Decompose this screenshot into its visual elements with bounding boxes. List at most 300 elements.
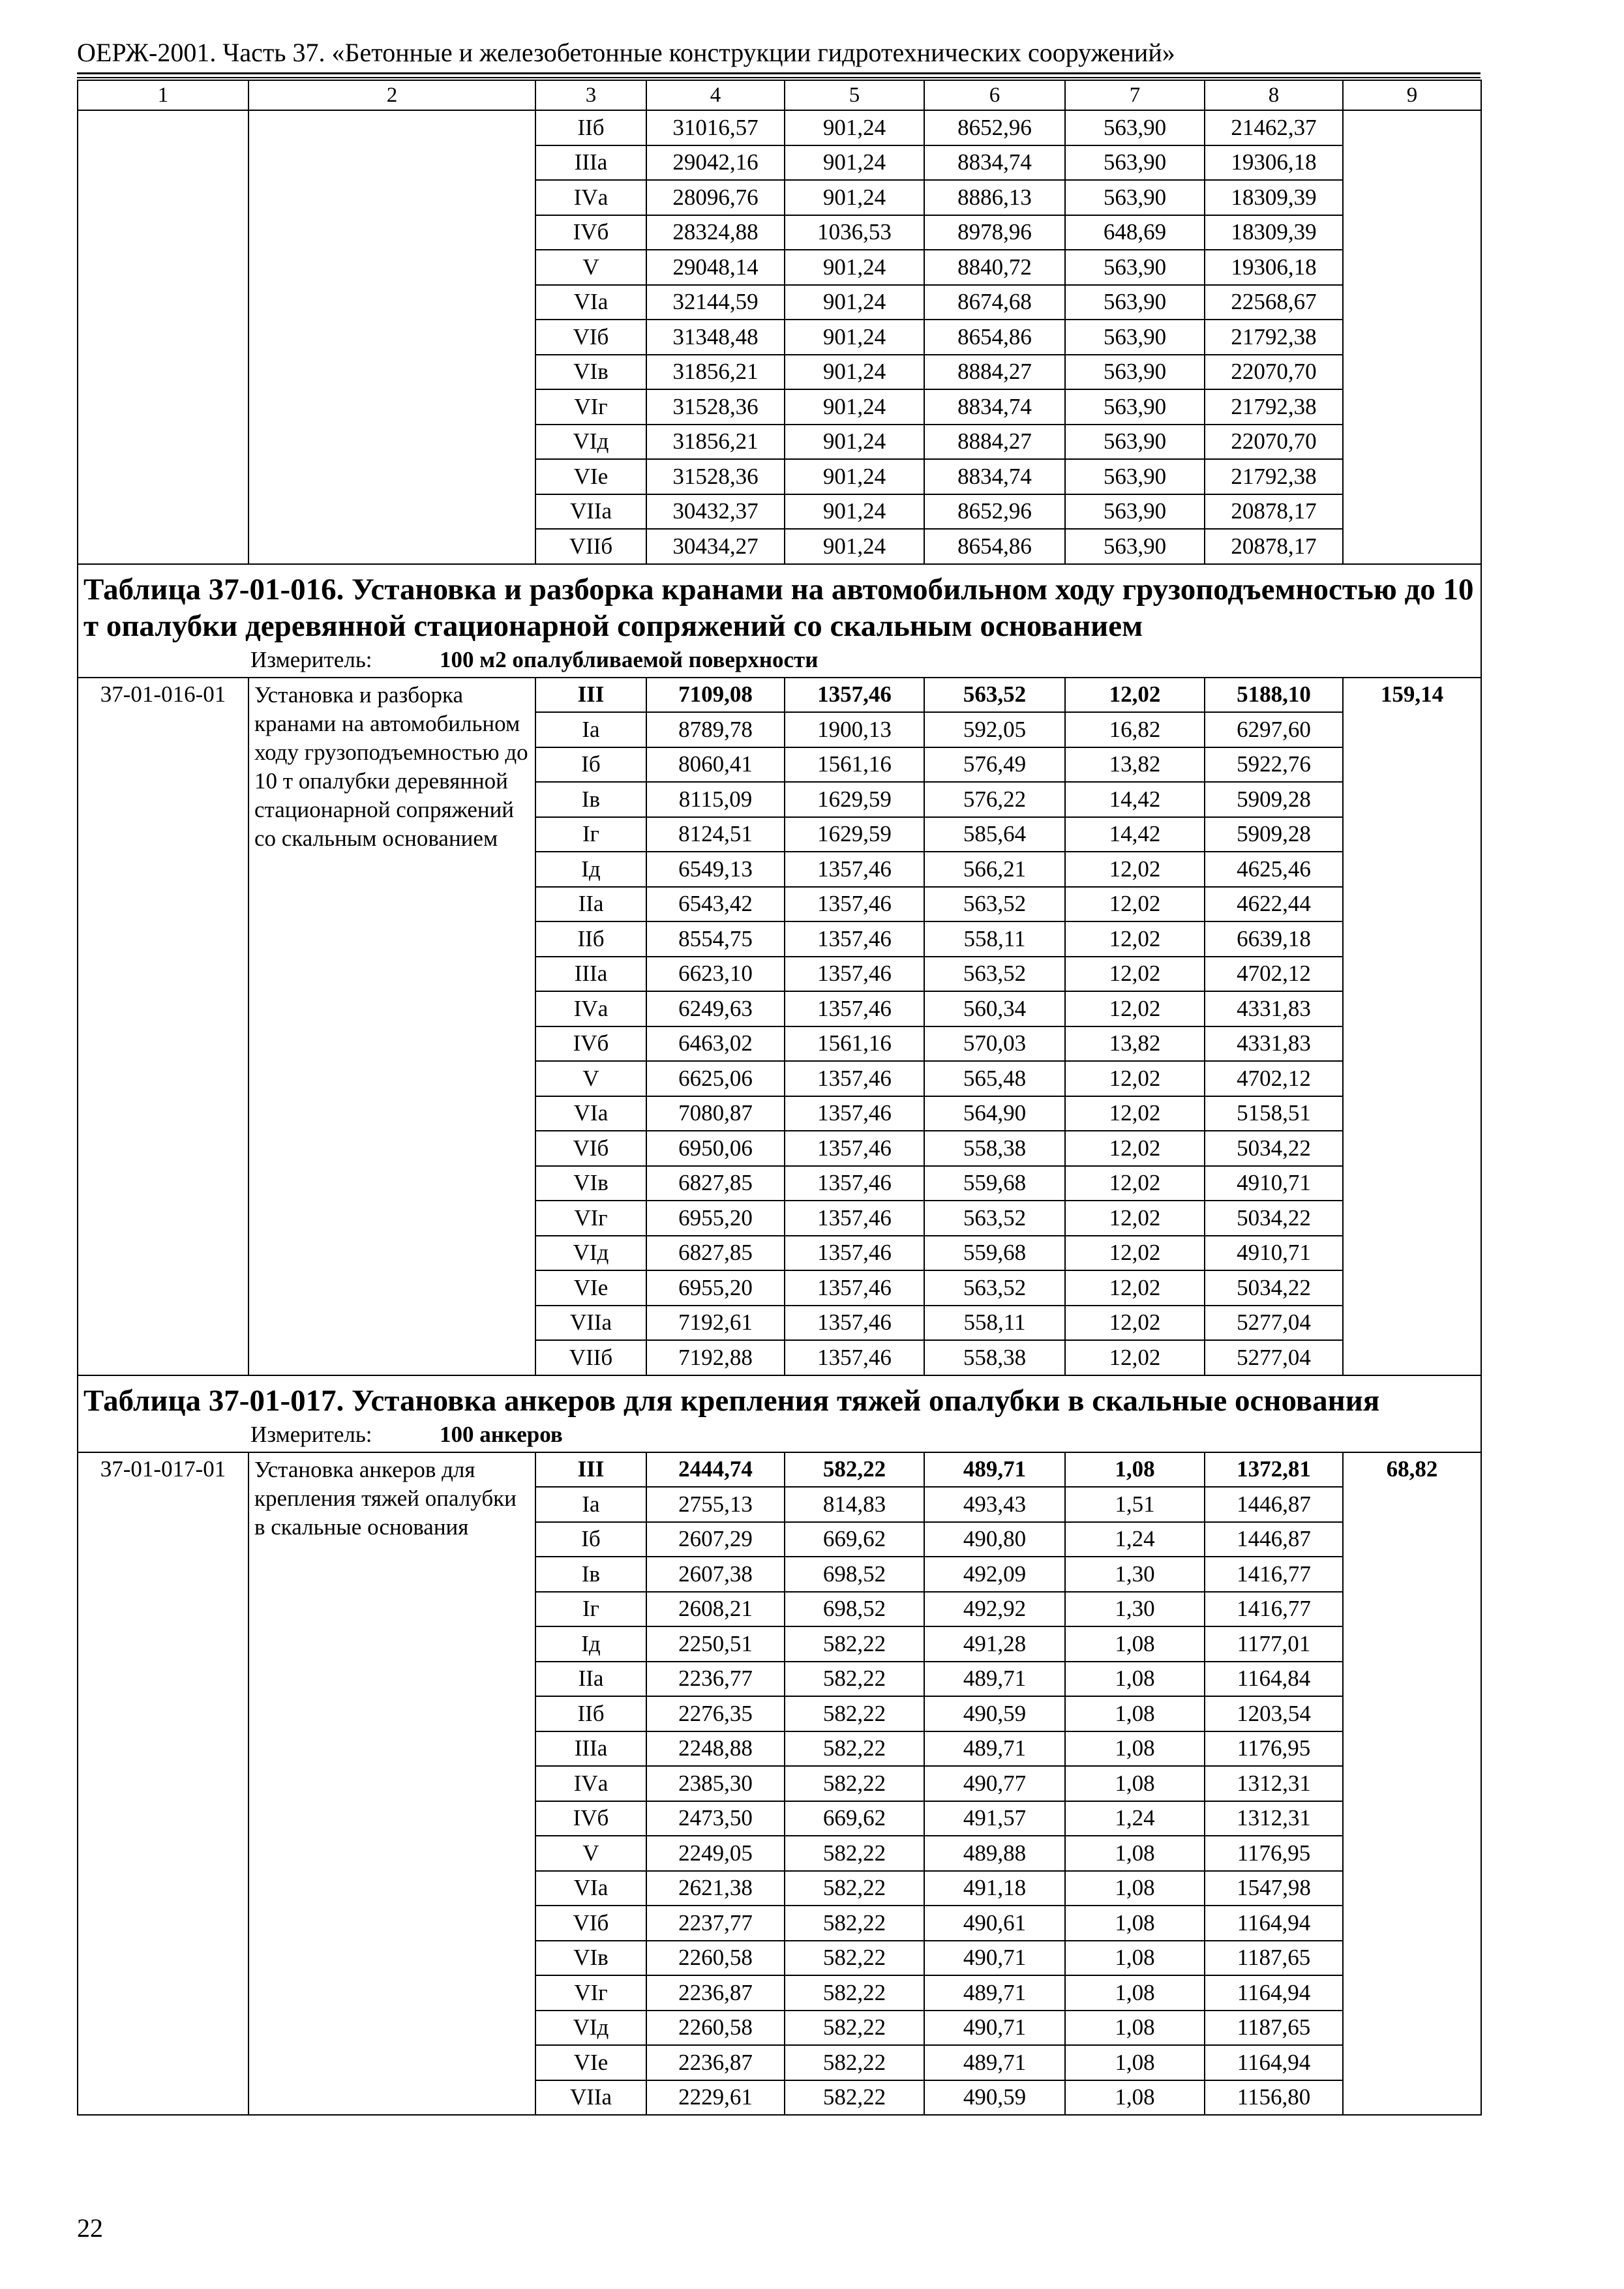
machinist-wages-cell: 14,42 xyxy=(1065,782,1205,817)
materials-cell: 5909,28 xyxy=(1205,817,1343,852)
column-number: 2 xyxy=(248,80,535,110)
machinist-wages-cell: 12,02 xyxy=(1065,1166,1205,1201)
machinist-wages-cell: 563,90 xyxy=(1065,389,1205,425)
machinist-wages-cell: 1,08 xyxy=(1065,1836,1205,1871)
table-title: Таблица 37-01-017. Установка анкеров для крепления тяжей опалубки в скальные основания xyxy=(83,1383,1380,1418)
machine-cost-cell: 8884,27 xyxy=(924,425,1065,460)
measure-label: Измеритель: xyxy=(250,1421,372,1447)
zone-cell: IIIа xyxy=(535,957,646,992)
column-number: 5 xyxy=(785,80,924,110)
machinist-wages-cell: 12,02 xyxy=(1065,1270,1205,1306)
machinist-wages-cell: 12,02 xyxy=(1065,678,1205,713)
section-title-cell xyxy=(78,1375,1481,1452)
zone-cell: IIIа xyxy=(535,145,646,181)
wages-cell: 901,24 xyxy=(785,494,924,530)
direct-cost-cell: 8554,75 xyxy=(646,921,785,957)
machinist-wages-cell: 1,08 xyxy=(1065,1766,1205,1801)
machine-cost-cell: 576,49 xyxy=(924,747,1065,783)
wages-cell: 582,22 xyxy=(785,1696,924,1731)
zone-cell: IVб xyxy=(535,1026,646,1062)
wages-cell: 1357,46 xyxy=(785,957,924,992)
direct-cost-cell: 31856,21 xyxy=(646,425,785,460)
wages-cell: 582,22 xyxy=(785,2045,924,2080)
materials-cell: 20878,17 xyxy=(1205,494,1343,530)
zone-cell: IVа xyxy=(535,180,646,215)
wages-cell: 698,52 xyxy=(785,1592,924,1627)
machinist-wages-cell: 1,08 xyxy=(1065,2045,1205,2080)
machine-cost-cell: 8654,86 xyxy=(924,529,1065,564)
materials-cell: 1187,65 xyxy=(1205,2011,1343,2046)
machine-cost-cell: 558,38 xyxy=(924,1340,1065,1375)
wages-cell: 901,24 xyxy=(785,145,924,181)
measure-line xyxy=(83,647,1475,673)
direct-cost-cell: 2236,87 xyxy=(646,2045,785,2080)
machine-cost-cell: 489,71 xyxy=(924,1975,1065,2011)
wages-cell: 582,22 xyxy=(785,1731,924,1767)
machine-cost-cell: 490,77 xyxy=(924,1766,1065,1801)
wages-cell: 1357,46 xyxy=(785,1166,924,1201)
direct-cost-cell: 6463,02 xyxy=(646,1026,785,1062)
machine-cost-cell: 489,71 xyxy=(924,1452,1065,1488)
machine-cost-cell: 563,52 xyxy=(924,1201,1065,1236)
zone-cell: V xyxy=(535,1061,646,1096)
zone-cell: VIIа xyxy=(535,494,646,530)
wages-cell: 1357,46 xyxy=(785,1201,924,1236)
machinist-wages-cell: 1,08 xyxy=(1065,2011,1205,2046)
zone-cell: Iб xyxy=(535,747,646,783)
direct-cost-cell: 28324,88 xyxy=(646,215,785,250)
code-cell: 37-01-017-01 xyxy=(78,1452,248,2116)
description-cell xyxy=(248,110,535,564)
measure-value: 100 м2 опалубливаемой поверхности xyxy=(440,646,819,672)
machine-cost-cell: 489,71 xyxy=(924,2045,1065,2080)
zone-cell: VIг xyxy=(535,1201,646,1236)
machine-cost-cell: 8840,72 xyxy=(924,250,1065,285)
machinist-wages-cell: 1,08 xyxy=(1065,1662,1205,1697)
wages-cell: 1036,53 xyxy=(785,215,924,250)
machine-cost-cell: 558,11 xyxy=(924,1306,1065,1341)
materials-cell: 21792,38 xyxy=(1205,389,1343,425)
materials-cell: 1312,31 xyxy=(1205,1766,1343,1801)
materials-cell: 1156,80 xyxy=(1205,2080,1343,2116)
materials-cell: 5034,22 xyxy=(1205,1201,1343,1236)
direct-cost-cell: 7192,88 xyxy=(646,1340,785,1375)
materials-cell: 21792,38 xyxy=(1205,320,1343,355)
materials-cell: 22568,67 xyxy=(1205,285,1343,320)
wages-cell: 901,24 xyxy=(785,389,924,425)
materials-cell: 21462,37 xyxy=(1205,110,1343,145)
materials-cell: 5909,28 xyxy=(1205,782,1343,817)
materials-cell: 1176,95 xyxy=(1205,1836,1343,1871)
column-number: 1 xyxy=(78,80,248,110)
direct-cost-cell: 8124,51 xyxy=(646,817,785,852)
materials-cell: 1312,31 xyxy=(1205,1801,1343,1836)
wages-cell: 1357,46 xyxy=(785,1096,924,1131)
direct-cost-cell: 6549,13 xyxy=(646,852,785,887)
direct-cost-cell: 7080,87 xyxy=(646,1096,785,1131)
materials-cell: 1547,98 xyxy=(1205,1871,1343,1906)
labor-cell xyxy=(1343,110,1481,564)
zone-cell: VIб xyxy=(535,1131,646,1166)
materials-cell: 4910,71 xyxy=(1205,1166,1343,1201)
direct-cost-cell: 31528,36 xyxy=(646,459,785,494)
machine-cost-cell: 492,09 xyxy=(924,1557,1065,1592)
machinist-wages-cell: 1,24 xyxy=(1065,1801,1205,1836)
table-row xyxy=(78,678,1481,713)
machine-cost-cell: 559,68 xyxy=(924,1236,1065,1271)
zone-cell: VIе xyxy=(535,1270,646,1306)
zone-cell: VIIб xyxy=(535,529,646,564)
direct-cost-cell: 2276,35 xyxy=(646,1696,785,1731)
page-header: ОЕРЖ-2001. Часть 37. «Бетонные и железобетонные конструкции гидротехнических сооружений» xyxy=(77,38,1175,67)
wages-cell: 1357,46 xyxy=(785,887,924,922)
materials-cell: 5034,22 xyxy=(1205,1270,1343,1306)
direct-cost-cell: 2608,21 xyxy=(646,1592,785,1627)
wages-cell: 582,22 xyxy=(785,2011,924,2046)
machine-cost-cell: 492,92 xyxy=(924,1592,1065,1627)
wages-cell: 1357,46 xyxy=(785,1236,924,1271)
machinist-wages-cell: 16,82 xyxy=(1065,712,1205,747)
header-rule-secondary xyxy=(77,77,1481,78)
materials-cell: 5922,76 xyxy=(1205,747,1343,783)
materials-cell: 1416,77 xyxy=(1205,1557,1343,1592)
machinist-wages-cell: 563,90 xyxy=(1065,355,1205,390)
machine-cost-cell: 8652,96 xyxy=(924,494,1065,530)
zone-cell: IVа xyxy=(535,991,646,1026)
wages-cell: 1629,59 xyxy=(785,817,924,852)
machine-cost-cell: 565,48 xyxy=(924,1061,1065,1096)
materials-cell: 1416,77 xyxy=(1205,1592,1343,1627)
materials-cell: 18309,39 xyxy=(1205,215,1343,250)
section-title-cell xyxy=(78,564,1481,678)
materials-cell: 1164,94 xyxy=(1205,2045,1343,2080)
column-number: 6 xyxy=(924,80,1065,110)
direct-cost-cell: 2755,13 xyxy=(646,1487,785,1522)
machinist-wages-cell: 1,08 xyxy=(1065,1696,1205,1731)
wages-cell: 582,22 xyxy=(785,1766,924,1801)
wages-cell: 1357,46 xyxy=(785,1131,924,1166)
machinist-wages-cell: 1,08 xyxy=(1065,1871,1205,1906)
zone-cell: IIа xyxy=(535,1662,646,1697)
materials-cell: 5277,04 xyxy=(1205,1340,1343,1375)
direct-cost-cell: 30434,27 xyxy=(646,529,785,564)
zone-cell: VIIб xyxy=(535,1340,646,1375)
materials-cell: 4910,71 xyxy=(1205,1236,1343,1271)
machinist-wages-cell: 13,82 xyxy=(1065,747,1205,783)
machinist-wages-cell: 12,02 xyxy=(1065,957,1205,992)
materials-cell: 1187,65 xyxy=(1205,1941,1343,1976)
materials-cell: 20878,17 xyxy=(1205,529,1343,564)
wages-cell: 1357,46 xyxy=(785,678,924,713)
section-title-row xyxy=(78,564,1481,678)
machine-cost-cell: 489,88 xyxy=(924,1836,1065,1871)
zone-cell: VIв xyxy=(535,1166,646,1201)
zone-cell: VIв xyxy=(535,1941,646,1976)
zone-cell: IIб xyxy=(535,1696,646,1731)
header-rule xyxy=(77,72,1481,74)
zone-cell: VIв xyxy=(535,355,646,390)
machine-cost-cell: 570,03 xyxy=(924,1026,1065,1062)
measure-line xyxy=(83,1422,1475,1448)
direct-cost-cell: 32144,59 xyxy=(646,285,785,320)
wages-cell: 582,22 xyxy=(785,1941,924,1976)
machine-cost-cell: 490,71 xyxy=(924,1941,1065,1976)
zone-cell: VIг xyxy=(535,389,646,425)
materials-cell: 5277,04 xyxy=(1205,1306,1343,1341)
direct-cost-cell: 31348,48 xyxy=(646,320,785,355)
direct-cost-cell: 2237,77 xyxy=(646,1906,785,1941)
machine-cost-cell: 490,80 xyxy=(924,1522,1065,1557)
materials-cell: 5158,51 xyxy=(1205,1096,1343,1131)
zone-cell: Iб xyxy=(535,1522,646,1557)
machinist-wages-cell: 563,90 xyxy=(1065,459,1205,494)
machinist-wages-cell: 1,24 xyxy=(1065,1522,1205,1557)
direct-cost-cell: 29048,14 xyxy=(646,250,785,285)
wages-cell: 1357,46 xyxy=(785,1340,924,1375)
machine-cost-cell: 563,52 xyxy=(924,887,1065,922)
machinist-wages-cell: 648,69 xyxy=(1065,215,1205,250)
machinist-wages-cell: 1,08 xyxy=(1065,1452,1205,1488)
direct-cost-cell: 2260,58 xyxy=(646,2011,785,2046)
zone-cell: VIIа xyxy=(535,1306,646,1341)
direct-cost-cell: 2260,58 xyxy=(646,1941,785,1976)
machinist-wages-cell: 1,08 xyxy=(1065,2080,1205,2116)
zone-cell: IVб xyxy=(535,1801,646,1836)
machinist-wages-cell: 563,90 xyxy=(1065,145,1205,181)
wages-cell: 1357,46 xyxy=(785,852,924,887)
zone-cell: VIе xyxy=(535,459,646,494)
rates-table xyxy=(77,80,1482,2116)
wages-cell: 1561,16 xyxy=(785,747,924,783)
description-cell: Установка анкеров для крепления тяжей опалубки в скальные основания xyxy=(248,1452,535,2116)
machine-cost-cell: 563,52 xyxy=(924,1270,1065,1306)
machine-cost-cell: 585,64 xyxy=(924,817,1065,852)
machine-cost-cell: 558,11 xyxy=(924,921,1065,957)
machinist-wages-cell: 12,02 xyxy=(1065,852,1205,887)
wages-cell: 582,22 xyxy=(785,1871,924,1906)
machinist-wages-cell: 563,90 xyxy=(1065,494,1205,530)
column-number: 3 xyxy=(535,80,646,110)
machinist-wages-cell: 12,02 xyxy=(1065,1340,1205,1375)
section-title-row xyxy=(78,1375,1481,1452)
zone-cell: IVа xyxy=(535,1766,646,1801)
materials-cell: 1203,54 xyxy=(1205,1696,1343,1731)
materials-cell: 19306,18 xyxy=(1205,250,1343,285)
machinist-wages-cell: 1,08 xyxy=(1065,1975,1205,2011)
wages-cell: 582,22 xyxy=(785,1626,924,1662)
materials-cell: 4702,12 xyxy=(1205,1061,1343,1096)
materials-cell: 1164,84 xyxy=(1205,1662,1343,1697)
direct-cost-cell: 8789,78 xyxy=(646,712,785,747)
column-number-row xyxy=(78,80,1481,110)
direct-cost-cell: 7192,61 xyxy=(646,1306,785,1341)
machine-cost-cell: 559,68 xyxy=(924,1166,1065,1201)
wages-cell: 582,22 xyxy=(785,1836,924,1871)
table-title: Таблица 37-01-016. Установка и разборка кранами на автомобильном ходу грузоподъемностью до 10 т опалубки деревянной стационарной сопряжений со скальным основанием xyxy=(83,572,1474,643)
wages-cell: 582,22 xyxy=(785,1662,924,1697)
column-number: 8 xyxy=(1205,80,1343,110)
zone-cell: VIб xyxy=(535,320,646,355)
direct-cost-cell: 2236,87 xyxy=(646,1975,785,2011)
machine-cost-cell: 576,22 xyxy=(924,782,1065,817)
machinist-wages-cell: 563,90 xyxy=(1065,320,1205,355)
wages-cell: 582,22 xyxy=(785,1975,924,2011)
wages-cell: 901,24 xyxy=(785,180,924,215)
materials-cell: 22070,70 xyxy=(1205,355,1343,390)
column-number: 4 xyxy=(646,80,785,110)
code-cell: 37-01-016-01 xyxy=(78,678,248,1375)
wages-cell: 901,24 xyxy=(785,529,924,564)
machine-cost-cell: 8834,74 xyxy=(924,459,1065,494)
materials-cell: 5034,22 xyxy=(1205,1131,1343,1166)
materials-cell: 4622,44 xyxy=(1205,887,1343,922)
zone-cell: IIб xyxy=(535,921,646,957)
wages-cell: 901,24 xyxy=(785,285,924,320)
machinist-wages-cell: 1,08 xyxy=(1065,1941,1205,1976)
materials-cell: 19306,18 xyxy=(1205,145,1343,181)
machine-cost-cell: 564,90 xyxy=(924,1096,1065,1131)
table-row xyxy=(78,1452,1481,1488)
zone-cell: IIIа xyxy=(535,1731,646,1767)
zone-cell: VIа xyxy=(535,1871,646,1906)
machinist-wages-cell: 1,08 xyxy=(1065,1906,1205,1941)
page-number: 22 xyxy=(77,2213,103,2243)
wages-cell: 582,22 xyxy=(785,1452,924,1488)
direct-cost-cell: 2236,77 xyxy=(646,1662,785,1697)
machine-cost-cell: 563,52 xyxy=(924,678,1065,713)
zone-cell: V xyxy=(535,1836,646,1871)
zone-cell: IVб xyxy=(535,215,646,250)
description-cell: Установка и разборка кранами на автомобильном ходу грузоподъемностью до 10 т опалубки деревянной стационарной сопряжений со скальным основанием xyxy=(248,678,535,1375)
wages-cell: 669,62 xyxy=(785,1522,924,1557)
zone-cell: VIб xyxy=(535,1906,646,1941)
direct-cost-cell: 31016,57 xyxy=(646,110,785,145)
wages-cell: 901,24 xyxy=(785,250,924,285)
code-cell xyxy=(78,110,248,564)
materials-cell: 6639,18 xyxy=(1205,921,1343,957)
column-number: 9 xyxy=(1343,80,1481,110)
direct-cost-cell: 29042,16 xyxy=(646,145,785,181)
materials-cell: 22070,70 xyxy=(1205,425,1343,460)
wages-cell: 1357,46 xyxy=(785,1061,924,1096)
materials-cell: 4625,46 xyxy=(1205,852,1343,887)
machinist-wages-cell: 1,30 xyxy=(1065,1557,1205,1592)
direct-cost-cell: 6625,06 xyxy=(646,1061,785,1096)
materials-cell: 1372,81 xyxy=(1205,1452,1343,1488)
direct-cost-cell: 2621,38 xyxy=(646,1871,785,1906)
column-number: 7 xyxy=(1065,80,1205,110)
direct-cost-cell: 6955,20 xyxy=(646,1201,785,1236)
labor-cell: 68,82 xyxy=(1343,1452,1481,2116)
machinist-wages-cell: 563,90 xyxy=(1065,250,1205,285)
direct-cost-cell: 8115,09 xyxy=(646,782,785,817)
machinist-wages-cell: 12,02 xyxy=(1065,1306,1205,1341)
labor-cell: 159,14 xyxy=(1343,678,1481,1375)
direct-cost-cell: 6955,20 xyxy=(646,1270,785,1306)
zone-cell: VIIа xyxy=(535,2080,646,2116)
direct-cost-cell: 2229,61 xyxy=(646,2080,785,2116)
machinist-wages-cell: 563,90 xyxy=(1065,180,1205,215)
machinist-wages-cell: 14,42 xyxy=(1065,817,1205,852)
zone-cell: VIг xyxy=(535,1975,646,2011)
machine-cost-cell: 8654,86 xyxy=(924,320,1065,355)
materials-cell: 1177,01 xyxy=(1205,1626,1343,1662)
machine-cost-cell: 490,61 xyxy=(924,1906,1065,1941)
materials-cell: 1176,95 xyxy=(1205,1731,1343,1767)
zone-cell: Iд xyxy=(535,1626,646,1662)
direct-cost-cell: 6950,06 xyxy=(646,1131,785,1166)
zone-cell: V xyxy=(535,250,646,285)
materials-cell: 4331,83 xyxy=(1205,1026,1343,1062)
machine-cost-cell: 8978,96 xyxy=(924,215,1065,250)
machinist-wages-cell: 563,90 xyxy=(1065,529,1205,564)
machinist-wages-cell: 563,90 xyxy=(1065,110,1205,145)
machinist-wages-cell: 563,90 xyxy=(1065,425,1205,460)
wages-cell: 901,24 xyxy=(785,110,924,145)
machine-cost-cell: 490,59 xyxy=(924,2080,1065,2116)
machine-cost-cell: 489,71 xyxy=(924,1662,1065,1697)
zone-cell: VIа xyxy=(535,285,646,320)
materials-cell: 1164,94 xyxy=(1205,1975,1343,2011)
machine-cost-cell: 491,28 xyxy=(924,1626,1065,1662)
zone-cell: Iа xyxy=(535,712,646,747)
direct-cost-cell: 2607,38 xyxy=(646,1557,785,1592)
measure-label: Измеритель: xyxy=(250,646,372,672)
wages-cell: 901,24 xyxy=(785,459,924,494)
direct-cost-cell: 30432,37 xyxy=(646,494,785,530)
machine-cost-cell: 8884,27 xyxy=(924,355,1065,390)
materials-cell: 6297,60 xyxy=(1205,712,1343,747)
machine-cost-cell: 491,57 xyxy=(924,1801,1065,1836)
wages-cell: 901,24 xyxy=(785,320,924,355)
wages-cell: 814,83 xyxy=(785,1487,924,1522)
direct-cost-cell: 2607,29 xyxy=(646,1522,785,1557)
direct-cost-cell: 6827,85 xyxy=(646,1236,785,1271)
direct-cost-cell: 2444,74 xyxy=(646,1452,785,1488)
zone-cell: Iг xyxy=(535,817,646,852)
materials-cell: 4702,12 xyxy=(1205,957,1343,992)
machine-cost-cell: 493,43 xyxy=(924,1487,1065,1522)
direct-cost-cell: 28096,76 xyxy=(646,180,785,215)
machinist-wages-cell: 1,30 xyxy=(1065,1592,1205,1627)
machinist-wages-cell: 12,02 xyxy=(1065,1131,1205,1166)
zone-cell: VIе xyxy=(535,2045,646,2080)
machinist-wages-cell: 1,08 xyxy=(1065,1731,1205,1767)
zone-cell: Iг xyxy=(535,1592,646,1627)
wages-cell: 582,22 xyxy=(785,2080,924,2116)
machinist-wages-cell: 12,02 xyxy=(1065,1096,1205,1131)
materials-cell: 1164,94 xyxy=(1205,1906,1343,1941)
materials-cell: 21792,38 xyxy=(1205,459,1343,494)
table-row xyxy=(78,110,1481,145)
machine-cost-cell: 491,18 xyxy=(924,1871,1065,1906)
wages-cell: 901,24 xyxy=(785,425,924,460)
materials-cell: 18309,39 xyxy=(1205,180,1343,215)
direct-cost-cell: 6249,63 xyxy=(646,991,785,1026)
direct-cost-cell: 6623,10 xyxy=(646,957,785,992)
machinist-wages-cell: 12,02 xyxy=(1065,921,1205,957)
materials-cell: 5188,10 xyxy=(1205,678,1343,713)
machine-cost-cell: 490,71 xyxy=(924,2011,1065,2046)
machine-cost-cell: 8886,13 xyxy=(924,180,1065,215)
materials-cell: 1446,87 xyxy=(1205,1522,1343,1557)
direct-cost-cell: 6543,42 xyxy=(646,887,785,922)
direct-cost-cell: 2473,50 xyxy=(646,1801,785,1836)
measure-value: 100 анкеров xyxy=(440,1421,563,1447)
machinist-wages-cell: 1,51 xyxy=(1065,1487,1205,1522)
machine-cost-cell: 560,34 xyxy=(924,991,1065,1026)
direct-cost-cell: 2248,88 xyxy=(646,1731,785,1767)
